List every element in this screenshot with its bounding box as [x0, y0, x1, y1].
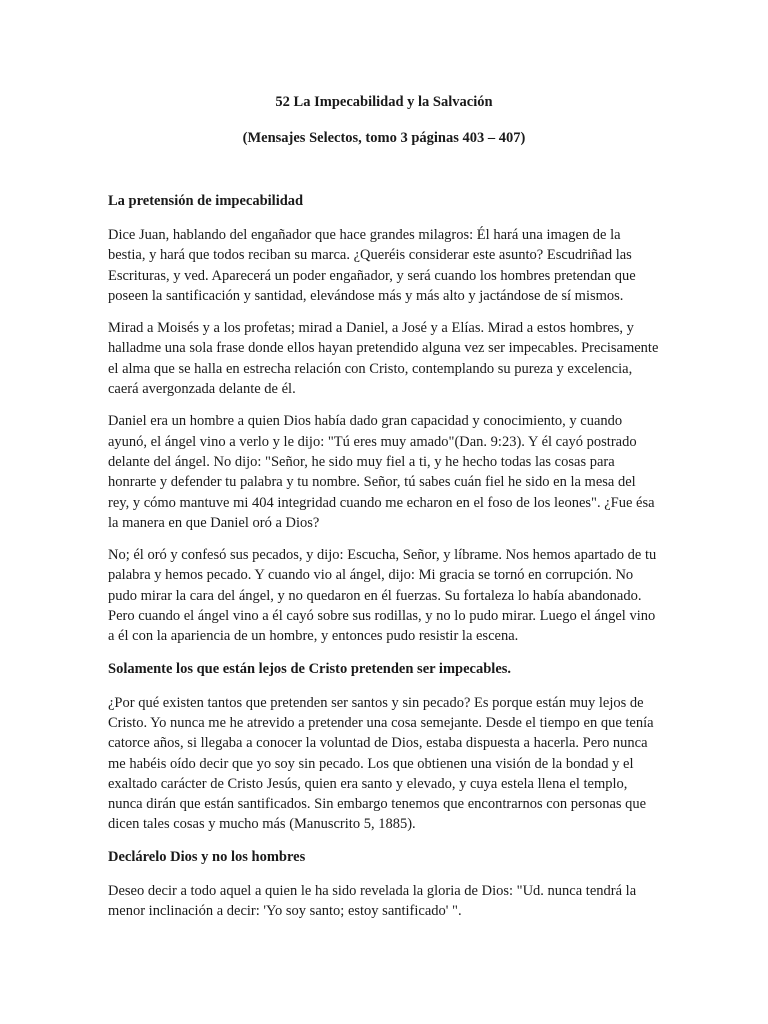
document-title: 52 La Impecabilidad y la Salvación	[275, 94, 493, 110]
paragraph: Daniel era un hombre a quien Dios había dado gran capacidad y conocimiento, y cuando ayunó, el ángel vino a verlo y le dijo: "Tú eres muy amado"(Dan. 9:23). Y él cayó postrado delante del ángel. No dijo: "Señor, he sido muy fiel a ti, y he hecho todas las cosas para honrarte y defender tu palabra y tu nombre. Señor, tú sabes cuán fiel he sido en la mesa del rey, y cómo mantuve mi 404 integridad cuando me echaron en el foso de los leones". ¿Fue ésa la manera en que Daniel oró a Dios?	[108, 413, 655, 531]
document-subtitle: (Mensajes Selectos, tomo 3 páginas 403 – 407)	[242, 130, 526, 146]
document-page	[108, 92, 660, 933]
section-heading: La pretensión de impecabilidad	[108, 193, 304, 209]
paragraph: Deseo decir a todo aquel a quien le ha sido revelada la gloria de Dios: "Ud. nunca tendrá la menor inclinación a decir: 'Yo soy santo; estoy santificado' ".	[108, 882, 637, 920]
section-heading: Solamente los que están lejos de Cristo pretenden ser impecables.	[108, 660, 512, 677]
paragraph: ¿Por qué existen tantos que pretenden ser santos y sin pecado? Es porque están muy lejos de Cristo. Yo nunca me he atrevido a pretender una cosa semejante. Desde el tiempo en que tenía catorce años, si llegaba a conocer la voluntad de Dios, estaba dispuesta a hacerla. Pero nunca me habéis oído decir que yo soy sin pecado. Los que obtienen una visión de la bondad y el exaltado carácter de Cristo Jesús, quien era santo y elevado, y cuya estela llena el templo, nunca dirán que están santificados. Sin embargo tenemos que encontrarnos con personas que dicen tales cosas y mucho más (Manuscrito 5, 1885).	[108, 694, 654, 833]
paragraph: Dice Juan, hablando del engañador que hace grandes milagros: Él hará una imagen de la bestia, y hará que todos reciban su marca. ¿Queréis considerar este asunto? Escudriñad las Escrituras, y ved. Aparecerá un poder engañador, y será cuando los hombres pretendan que poseen la santificación y santidad, elevándose más y más alto y jactándose de sí mismos.	[108, 227, 636, 304]
paragraph: Mirad a Moisés y a los profetas; mirad a Daniel, a José y a Elías. Mirad a estos hombres, y halladme una sola frase donde ellos hayan pretendido alguna vez ser impecables. Precisamente el alma que se halla en estrecha relación con Cristo, contemplando su pureza y excelencia, caerá avergonzada delante de él.	[108, 320, 659, 398]
paragraph: No; él oró y confesó sus pecados, y dijo: Escucha, Señor, y líbrame. Nos hemos apartado de tu palabra y hemos pecado. Y cuando vio al ángel, dijo: Mi gracia se tornó en corrupción. No pudo mirar la cara del ángel, y no quedaron en él fuerzas. Su fortaleza lo había abandonado. Pero cuando el ángel vino a él cayó sobre sus rodillas, y no lo pudo mirar. Luego el ángel vino a él con la apariencia de un hombre, y entonces pudo resistir la escena.	[108, 547, 657, 645]
section-heading: Declárelo Dios y no los hombres	[108, 848, 306, 865]
